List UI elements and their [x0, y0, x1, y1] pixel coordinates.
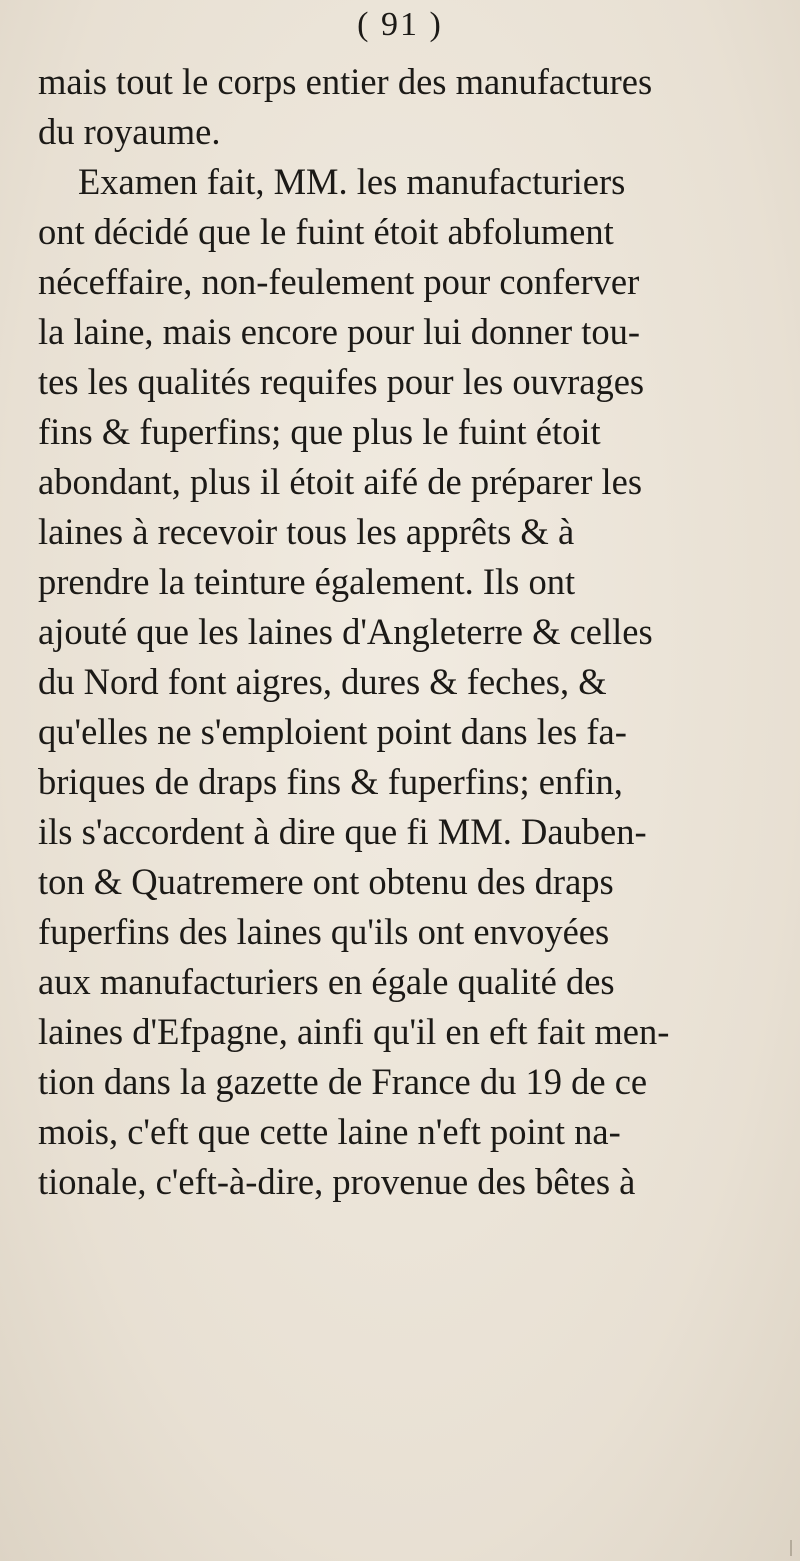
- text-line: mois, c'eft que cette laine n'eft point na-: [38, 1111, 621, 1152]
- text-line: ils s'accordent à dire que fi MM. Dauben-: [38, 811, 647, 852]
- text-line: prendre la teinture également. Ils ont: [38, 561, 576, 602]
- text-line: du Nord font aigres, dures & feches, &: [38, 661, 607, 702]
- text-line: Examen fait, MM. les manufacturiers: [78, 161, 626, 202]
- text-line: du royaume.: [38, 111, 221, 152]
- text-line: la laine, mais encore pour lui donner tou-: [38, 311, 641, 352]
- text-line: tionale, c'eft-à-dire, provenue des bêtes à: [38, 1161, 636, 1202]
- text-line: briques de draps fins & fuperfins; enfin,: [38, 761, 623, 802]
- text-line: mais tout le corps entier des manufactures: [38, 61, 653, 102]
- text-line: aux manufacturiers en égale qualité des: [38, 961, 615, 1002]
- page-number: ( 91 ): [357, 6, 443, 43]
- text-line: laines d'Efpagne, ainfi qu'il en eft fait men-: [38, 1011, 670, 1052]
- text-line: qu'elles ne s'emploient point dans les fa-: [38, 711, 627, 752]
- text-line: fins & fuperfins; que plus le fuint étoit: [38, 411, 601, 452]
- text-line: tes les qualités requifes pour les ouvrages: [38, 361, 645, 402]
- text-line: fuperfins des laines qu'ils ont envoyées: [38, 911, 610, 952]
- paper-mark: [790, 1540, 792, 1556]
- text-line: ont décidé que le fuint étoit abfolument: [38, 211, 614, 252]
- text-line: ajouté que les laines d'Angleterre & celles: [38, 611, 653, 652]
- text-line: ton & Quatremere ont obtenu des draps: [38, 861, 614, 902]
- text-line: tion dans la gazette de France du 19 de ce: [38, 1061, 648, 1102]
- text-line: abondant, plus il étoit aifé de préparer les: [38, 461, 643, 502]
- text-line: laines à recevoir tous les apprêts & à: [38, 511, 575, 552]
- text-line: néceffaire, non-feulement pour conferver: [38, 261, 640, 302]
